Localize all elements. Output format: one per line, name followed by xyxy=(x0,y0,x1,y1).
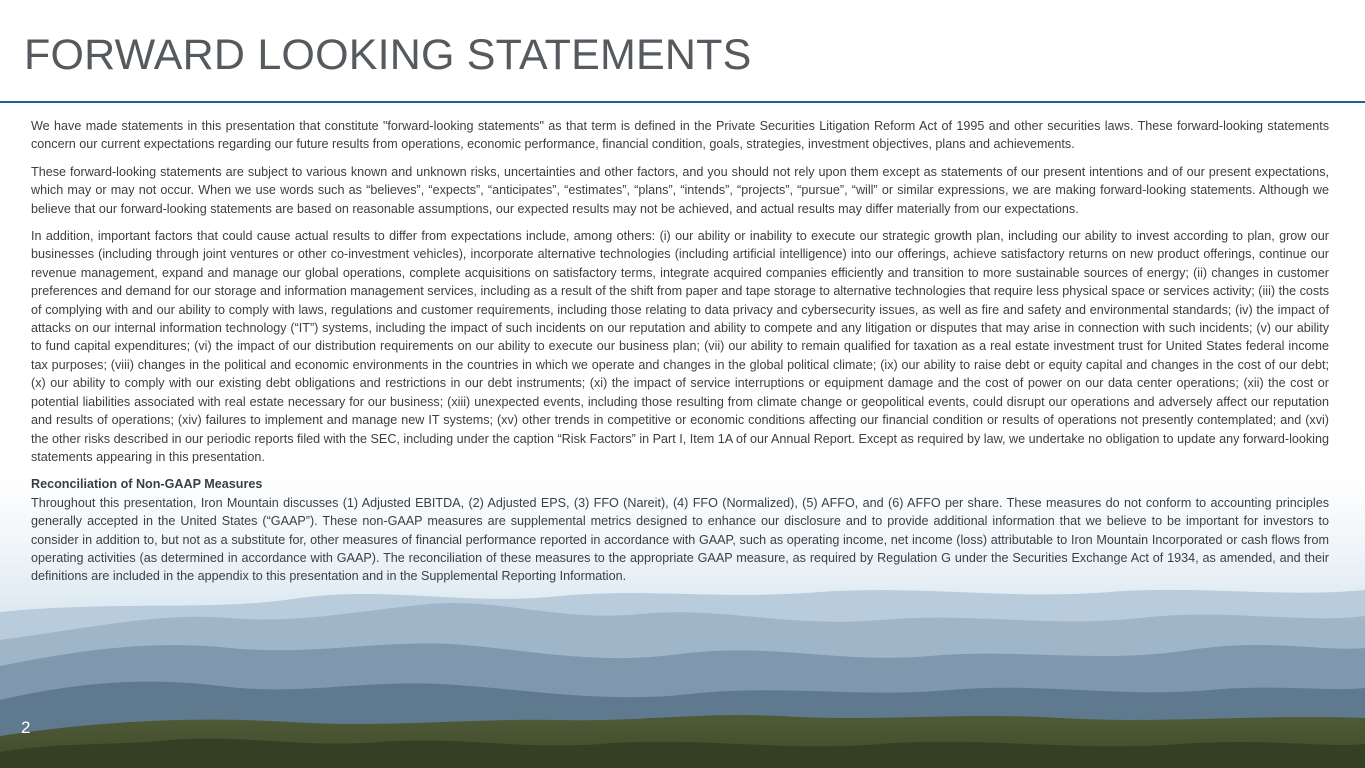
title-divider xyxy=(0,101,1365,103)
reconciliation-text: Throughout this presentation, Iron Mountain discusses (1) Adjusted EBITDA, (2) Adjusted EPS, (3) FFO (Nareit), (4) FFO (Normalized), (5) AFFO, and (6) AFFO per share. These measures do not conform to accounting principles generally accepted in the United States (“GAAP”). These non-GAAP measures are supplemental metrics designed to enhance our disclosure and to provide additional information that we believe to be important for investors to consider in addition to, but not as a substitute for, other measures of financial performance reported in accordance with GAAP, such as operating income, net income (loss) attributable to Iron Mountain Incorporated or cash flows from operating activities (as determined in accordance with GAAP). The reconciliation of these measures to the appropriate GAAP measure, as required by Regulation G under the Securities Exchange Act of 1934, as amended, and their definitions are included in the appendix to this presentation and in the Supplemental Reporting Information. xyxy=(31,495,1329,584)
page-title: FORWARD LOOKING STATEMENTS xyxy=(24,31,752,79)
body-text xyxy=(31,117,1329,586)
paragraph-important-factors: In addition, important factors that could cause actual results to differ from expectations include, among others: (i) our ability or inability to execute our strategic growth plan, including our ability to invest according to plan, grow our businesses (including through joint ventures or other co-investment vehicles), incorporate alternative technologies (including artificial intelligence) into our offerings, achieve satisfactory returns on new product offerings, continue our revenue management, expand and manage our global operations, complete acquisitions on satisfactory terms, integrate acquired companies efficiently and transition to more sustainable sources of energy; (ii) changes in customer preferences and demand for our storage and information management services, including as a result of the shift from paper and tape storage to alternative technologies that require less physical space or services activity; (iii) the costs of complying with and our ability to comply with laws, regulations and customer requirements, including those relating to data privacy and cybersecurity issues, as well as fire and safety and environmental standards; (iv) the impact of attacks on our internal information technology (“IT”) systems, including the impact of such incidents on our reputation and ability to compete and any litigation or disputes that may arise in connection with such incidents; (v) our ability to fund capital expenditures; (vi) the impact of our distribution requirements on our ability to execute our business plan; (vii) our ability to remain qualified for taxation as a real estate investment trust for United States federal income tax purposes; (viii) changes in the political and economic environments in the countries in which we operate and changes in the global political climate; (ix) our ability to raise debt or equity capital and changes in the cost of our debt; (x) our ability to comply with our existing debt obligations and restrictions in our debt instruments; (xi) the impact of service interruptions or equipment damage and the cost of power on our data center operations; (xii) the cost or potential liabilities associated with real estate necessary for our business; (xiii) unexpected events, including those resulting from climate change or geopolitical events, could disrupt our operations and adversely affect our reputation and results of operations; (xiv) failures to implement and manage new IT systems; (xv) other trends in competitive or economic conditions affecting our financial condition or results of operations not presently contemplated; and (xvi) the other risks described in our periodic reports filed with the SEC, including under the caption “Risk Factors” in Part I, Item 1A of our Annual Report. Except as required by law, we undertake no obligation to update any forward-looking statements appearing in this presentation. xyxy=(31,229,1329,464)
paragraph-risks: These forward-looking statements are subject to various known and unknown risks, uncertainties and other factors, and you should not rely upon them except as statements of our present intentions and of our present expectations, which may or may not occur. When we use words such as “believes”, “expects”, “anticipates”, “estimates”, “plans”, “intends”, “projects”, “pursue”, “will” or similar expressions, we are making forward-looking statements. Although we believe that our forward-looking statements are based on reasonable assumptions, our expected results may not be achieved, and actual results may differ materially from our expectations. xyxy=(31,164,1329,216)
paragraph-forward-looking-intro: We have made statements in this presentation that constitute "forward-looking statements" as that term is defined in the Private Securities Litigation Reform Act of 1995 and other securities laws. These forward-looking statements concern our current expectations regarding our future results from operations, economic performance, financial condition, goals, strategies, investment objectives, plans and achievements. xyxy=(31,119,1329,152)
page-number: 2 xyxy=(21,718,31,737)
reconciliation-heading: Reconciliation of Non-GAAP Measures xyxy=(31,477,263,492)
